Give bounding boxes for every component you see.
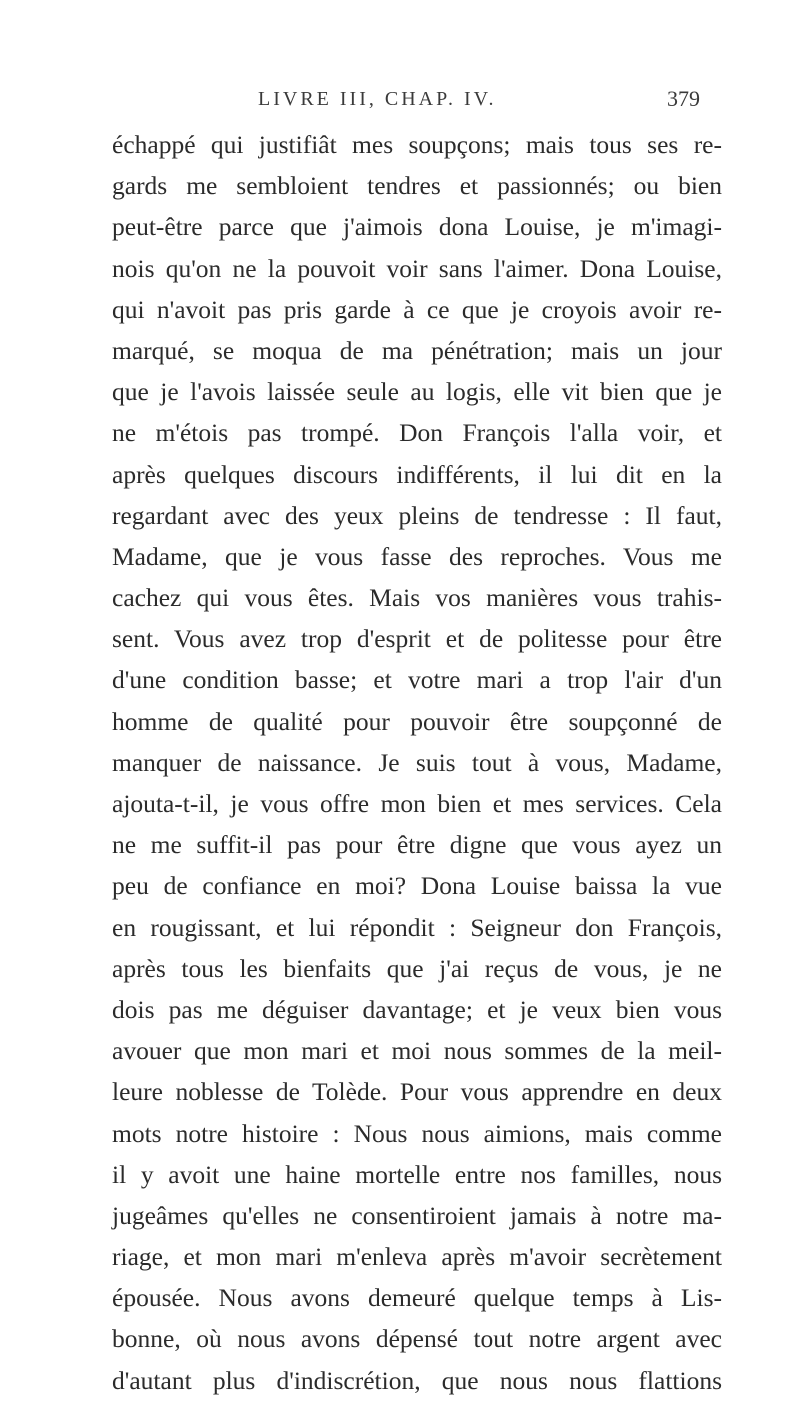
text-line: Madame, que je vous fasse des reproches. Vous me: [112, 541, 722, 571]
text-line: après tous les bienfaits que j'ai reçus de vous, je ne: [112, 953, 722, 983]
text-line: homme de qualité pour pouvoir être soupçonné de: [112, 706, 722, 736]
text-line: marqué, se moqua de ma pénétration; mais un jour: [112, 335, 722, 365]
text-line: d'une condition basse; et votre mari a trop l'air d'un: [112, 665, 722, 695]
text-line: riage, et mon mari m'enleva après m'avoir secrètement: [112, 1242, 722, 1272]
text-line: en rougissant, et lui répondit : Seigneur don François,: [112, 912, 722, 942]
text-line: gards me sembloient tendres et passionnés; ou bien: [112, 171, 722, 201]
text-line: sent. Vous avez trop d'esprit et de politesse pour être: [112, 624, 722, 654]
text-line: il y avoit une haine mortelle entre nos familles, nous: [112, 1159, 722, 1189]
text-line: d'autant plus d'indiscrétion, que nous nous flattions: [112, 1365, 722, 1395]
text-line: bonne, où nous avons dépensé tout notre argent avec: [112, 1324, 722, 1354]
text-line: épousée. Nous avons demeuré quelque temps à Lis-: [112, 1283, 722, 1313]
text-line: peut-être parce que j'aimois dona Louise, je m'imagi-: [112, 212, 722, 242]
text-line: regardant avec des yeux pleins de tendresse : Il faut,: [112, 500, 722, 530]
text-line: jugeâmes qu'elles ne consentiroient jamais à notre ma-: [112, 1200, 722, 1230]
text-line: ne m'étois pas trompé. Don François l'alla voir, et: [112, 418, 722, 448]
text-line: ne me suffit-il pas pour être digne que vous ayez un: [112, 830, 722, 860]
text-line: cachez qui vous êtes. Mais vos manières vous trahis-: [112, 583, 722, 613]
running-head: [0, 88, 800, 118]
text-line: manquer de naissance. Je suis tout à vous, Madame,: [112, 747, 722, 777]
text-line: dois pas me déguiser davantage; et je veux bien vous: [112, 994, 722, 1024]
text-line: après quelques discours indifférents, il lui dit en la: [112, 459, 722, 489]
text-line: mots notre histoire : Nous nous aimions, mais comme: [112, 1118, 722, 1148]
text-line: échappé qui justifiât mes soupçons; mais tous ses re-: [112, 130, 722, 159]
text-line: peu de confiance en moi? Dona Louise baissa la vue: [112, 871, 722, 901]
text-line: avouer que mon mari et moi nous sommes de la meil-: [112, 1036, 722, 1066]
text-line: ajouta-t-il, je vous offre mon bien et mes services. Cela: [112, 789, 722, 818]
text-line: nois qu'on ne la pouvoit voir sans l'aimer. Dona Louise,: [112, 253, 722, 283]
running-title: LIVRE III, CHAP. IV.: [258, 88, 497, 110]
text-line: que je l'avois laissée seule au logis, elle vit bien que je: [112, 377, 722, 407]
page-number: 379: [667, 86, 700, 111]
body-text: [112, 124, 722, 1401]
text-line: leure noblesse de Tolède. Pour vous apprendre en deux: [112, 1077, 722, 1107]
text-line: qui n'avoit pas pris garde à ce que je croyois avoir re-: [112, 294, 722, 324]
